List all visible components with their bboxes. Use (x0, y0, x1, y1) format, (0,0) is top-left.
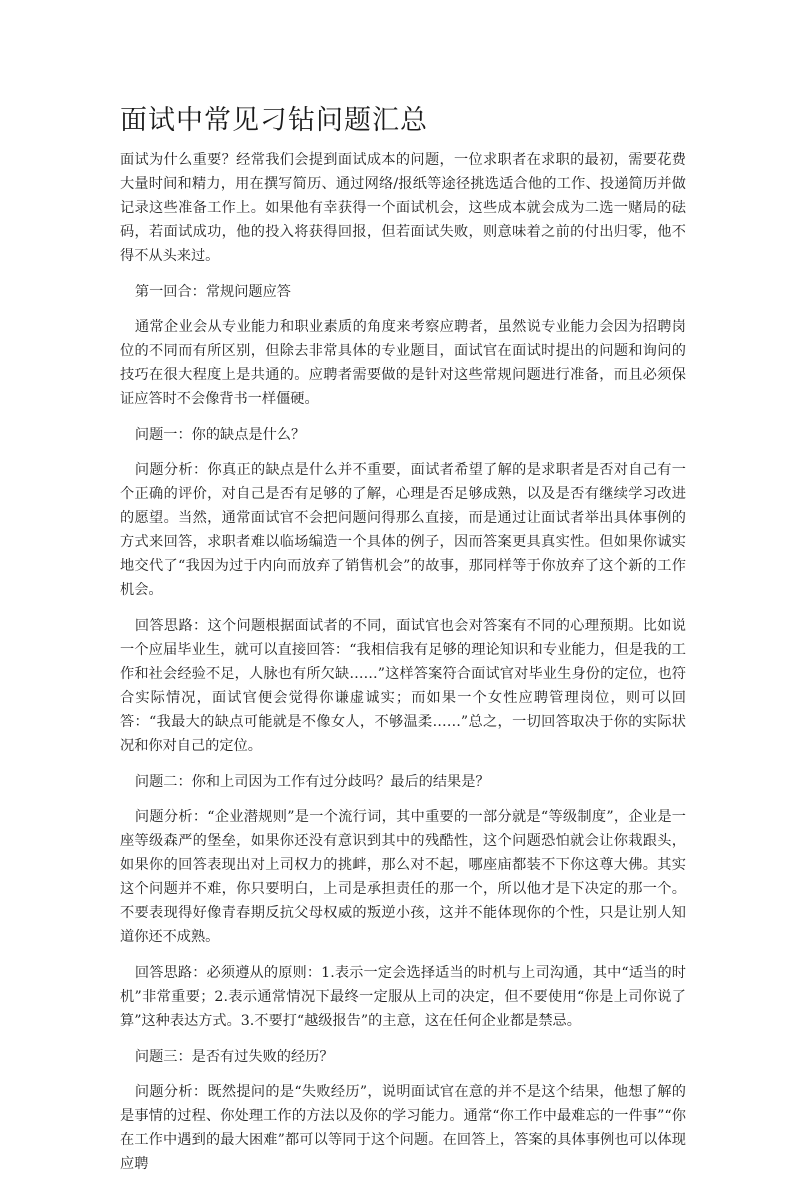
body-paragraph: 问题分析：既然提问的是“失败经历”，说明面试官在意的并不是这个结果，他想了解的是事情的过程、你处理工作的方法以及你的学习能力。通常“你工作中最难忘的一件事”“你在工作中遇到的最大困难”都可以等同于这个问题。在回答上，答案的具体事例也可以体现应聘 (120, 1084, 686, 1172)
body-paragraph: 回答思路：这个问题根据面试者的不同，面试官也会对答案有不同的心理预期。比如说一个应届毕业生，就可以直接回答：“我相信我有足够的理论知识和专业能力，但是我的工作和社会经验不足，人脉也有所欠缺……”这样答案符合面试官对毕业生身份的定位，也符合实际情况，面试官便会觉得你谦虚诚实；而如果一个女性应聘管理岗位，则可以回答：“我最大的缺点可能就是不像女人，不够温柔……”总之，一切回答取决于你的实际状况和你对自己的定位。 (120, 618, 686, 754)
body-paragraph: 问题分析：你真正的缺点是什么并不重要，面试者希望了解的是求职者是否对自己有一个正确的评价，对自己是否有足够的了解，心理是否足够成熟，以及是否有继续学习改进的愿望。当然，通常面试官不会把问题问得那么直接，而是通过让面试者举出具体事例的方式来回答，求职者难以临场编造一个具体的例子，因而答案更具真实性。但如果你诚实地交代了“我因为过于内向而放弃了销售机会”的故事，那同样等于你放弃了这个新的工作机会。 (120, 462, 686, 598)
document-body (120, 148, 686, 1188)
question-heading-2: 问题二：你和上司因为工作有过分歧吗？最后的结果是？ (134, 774, 490, 790)
section-heading-round-one: 第一回合：常规问题应答 (134, 284, 291, 300)
document-title: 面试中常见刁钻问题汇总 (120, 105, 428, 136)
intro-paragraph: 面试为什么重要？经常我们会提到面试成本的问题，一位求职者在求职的最初，需要花费大量时间和精力，用在撰写简历、通过网络/报纸等途径挑选适合他的工作、投递简历并做记录这些准备工作上。如果他有幸获得一个面试机会，这些成本就会成为二选一赌局的砝码，若面试成功，他的投入将获得回报，但若面试失败，则意味着之前的付出归零，他不得不从头来过。 (120, 152, 686, 264)
question-heading-3: 问题三：是否有过失败的经历？ (134, 1049, 334, 1065)
body-paragraph: 回答思路：必须遵从的原则：1.表示一定会选择适当的时机与上司沟通，其中“适当的时机”非常重要；2.表示通常情况下最终一定服从上司的决定，但不要使用“你是上司你说了算”这种表达方式。3.不要打“越级报告”的主意，这在任何企业都是禁忌。 (120, 965, 686, 1029)
body-paragraph: 问题分析：“企业潜规则”是一个流行词，其中重要的一部分就是“等级制度”，企业是一座等级森严的堡垒，如果你还没有意识到其中的残酷性，这个问题恐怕就会让你栽跟头，如果你的回答表现出对上司权力的挑衅，那么对不起，哪座庙都装不下你这尊大佛。其实这个问题并不难，你只要明白，上司是承担责任的那一个，所以他才是下决定的那一个。不要表现得好像青春期反抗父母权威的叛逆小孩，这并不能体现你的个性，只是让别人知道你还不成熟。 (120, 809, 686, 945)
body-paragraph: 通常企业会从专业能力和职业素质的角度来考察应聘者，虽然说专业能力会因为招聘岗位的不同而有所区别，但除去非常具体的专业题目，面试官在面试时提出的问题和询问的技巧在很大程度上是共通的。应聘者需要做的是针对这些常规问题进行准备，而且必须保证应答时不会像背书一样僵硬。 (120, 319, 686, 407)
question-heading-1: 问题一：你的缺点是什么？ (134, 427, 306, 443)
